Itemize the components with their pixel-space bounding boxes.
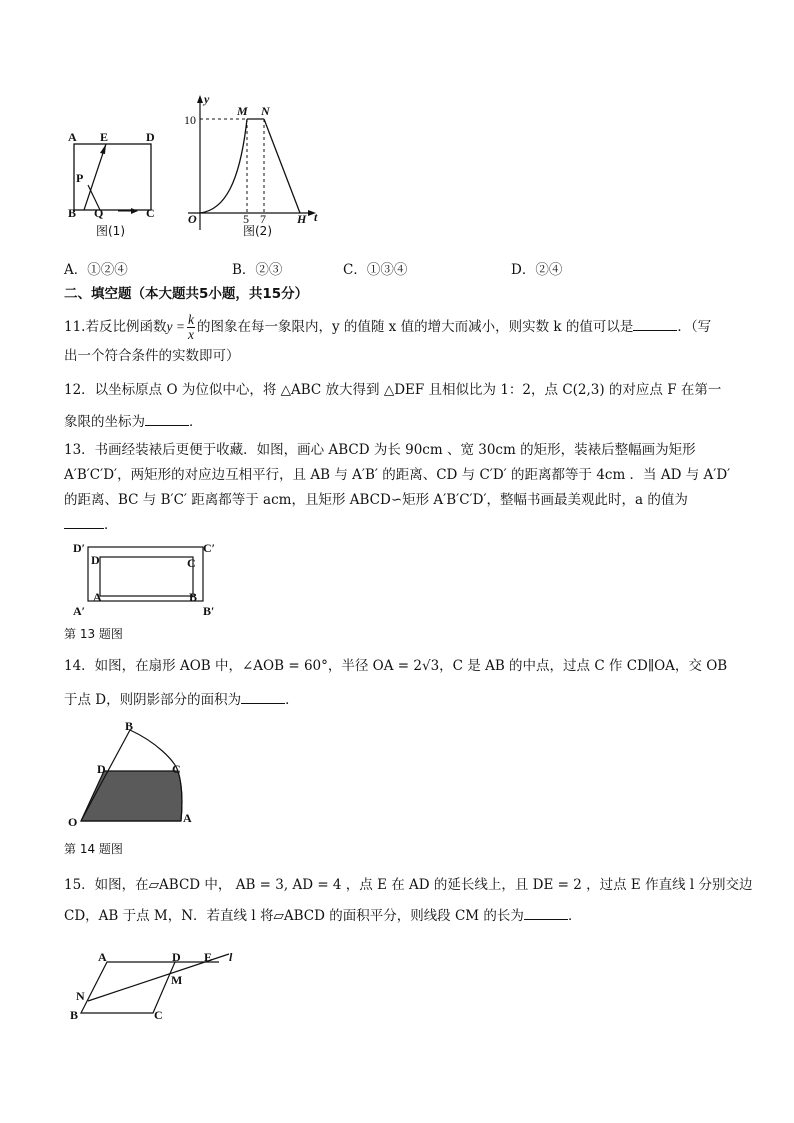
option-d: D．②④ [511,262,563,278]
q11-frac-den: x [187,327,194,342]
q13-caption: 第 13 题图 [64,627,123,641]
fig1-label-p: P [76,171,84,185]
q15-line2-post: ． [567,908,582,924]
section-heading-fill-in: 二、填空题（本大题共5小题，共15分） [64,286,309,302]
fig2-label-y: y [204,92,210,106]
q15-line2 [64,906,581,926]
q13-label-a: A [93,590,102,604]
arrow-up-icon [100,144,106,154]
q13-label-cp: C′ [203,541,216,555]
q14-label-b: B [125,719,134,733]
fig2-label-10: 10 [184,113,196,127]
curve-om [200,119,247,213]
q15-label-l: l [229,950,233,964]
y-axis-arrow-icon [197,95,203,103]
arrow-right-icon [131,208,138,214]
q15-line1: 15．如图，在▱ABCD 中， AB = 3, AD = 4 ，点 E 在 AD 的延长线上，且 DE = 2 ，过点 E 作直线 l 分别交边 [64,877,753,893]
q15-label-a: A [98,950,107,964]
fig2-label-m: M [237,104,248,118]
q14-line1: 14．如图，在扇形 AOB 中，∠AOB = 60°，半径 OA = 2√3，C 是 AB 的中点，过点 C 作 CD∥OA，交 OB [64,658,728,674]
fig1-label-e: E [100,130,109,144]
q12-answer-blank[interactable] [145,413,189,426]
inner-rectangle [100,557,193,596]
q11-func-y: y = [166,319,185,334]
q13-line3: 的距离、BC 与 B′C′ 距离都等于 acm，且矩形 ABCD∽矩形 A′B′C′D′，整幅书画最美观此时，a 的值为 [64,492,688,508]
q13-answer-blank[interactable] [64,516,104,529]
q12-line2 [64,412,203,432]
q14-line2-post: ． [285,692,299,708]
q11-fraction [187,313,195,342]
q13-label-d: D [91,553,100,567]
fig1-label-c: C [146,206,155,220]
fig2-label-n: N [261,104,270,118]
segment-nh [264,119,300,213]
q12-line2-pre: 象限的坐标为 [64,414,145,430]
q11-line2: 出一个符合条件的实数即可） [64,348,240,364]
q12-line2-post: ． [189,414,203,430]
q13-label-ap: A′ [73,604,86,618]
q15-label-d: D [172,950,181,964]
fig1-label-d: D [146,130,155,144]
q14-label-d: D [97,762,106,776]
q11-frac-num: k [187,312,194,327]
q14-answer-blank[interactable] [241,691,285,704]
q14-line2-pre: 于点 D，则阴影部分的面积为 [64,692,242,708]
q11-answer-blank[interactable] [633,318,677,331]
shaded-region [81,771,182,821]
q14-label-o: O [68,815,78,829]
option-b: B．②③ [232,262,283,278]
fig2-label-o: O [188,212,197,226]
q11-tail: ．（写 [677,319,712,335]
q14-label-c: C [172,762,181,776]
q15-answer-blank[interactable] [524,907,568,920]
q11-line1 [64,313,711,342]
q11-post: 的图象在每一象限内，y 的值随 x 值的增大而减小，则实数 k 的值可以是 [196,319,634,335]
fig2-label-7: 7 [260,212,266,226]
option-a: A．①②④ [64,262,128,278]
outer-rectangle [88,547,203,601]
q13-line1: 13．书画经装裱后更便于收藏．如图，画心 ABCD 为长 90cm 、宽 30cm 的矩形，装裱后整幅画为矩形 [64,442,696,458]
q15-label-n: N [76,989,85,1003]
fig1-label-b: B [68,206,77,220]
q13-line4 [64,515,118,535]
fig1-label-q: Q [94,206,104,220]
q15-line2-pre: CD，AB 于点 M，N．若直线 l 将▱ABCD 的面积平分，则线段 CM 的长为 [64,908,524,924]
q14-caption: 第 14 题图 [64,842,123,856]
fig1-label-a: A [68,130,77,144]
rectangle-abcd [74,144,151,210]
q13-label-c: C [187,556,196,570]
q13-label-bp: B′ [203,604,215,618]
q13-line4-post: ． [104,517,118,533]
q13-label-b: B [189,590,198,604]
fig1-caption: 图(1) [96,224,125,238]
q14-label-a: A [183,811,192,825]
q15-label-e: E [204,950,213,964]
q12-line1: 12．以坐标原点 O 为位似中心，将 △ABC 放大得到 △DEF 且相似比为 1：2，点 C(2,3) 的对应点 F 在第一 [64,382,722,398]
fig2-label-t: t [314,210,318,224]
q15-label-c: C [154,1008,163,1022]
q11-pre: 11.若反比例函数 [64,319,167,335]
q15-label-m: M [171,973,183,987]
q14-line2 [64,690,299,710]
fig2-label-h: H [297,212,307,226]
option-c: C．①③④ [343,262,408,278]
fig2-label-5: 5 [243,212,249,226]
q13-label-dp: D′ [73,541,86,555]
fig2-caption: 图(2) [243,224,272,238]
q13-line2: A′B′C′D′，两矩形的对应边互相平行，且 AB 与 A′B′ 的距离、CD 与 C′D′ 的距离都等于 4cm ．当 AD 与 A′D′ [64,467,731,483]
q15-label-b: B [70,1008,79,1022]
